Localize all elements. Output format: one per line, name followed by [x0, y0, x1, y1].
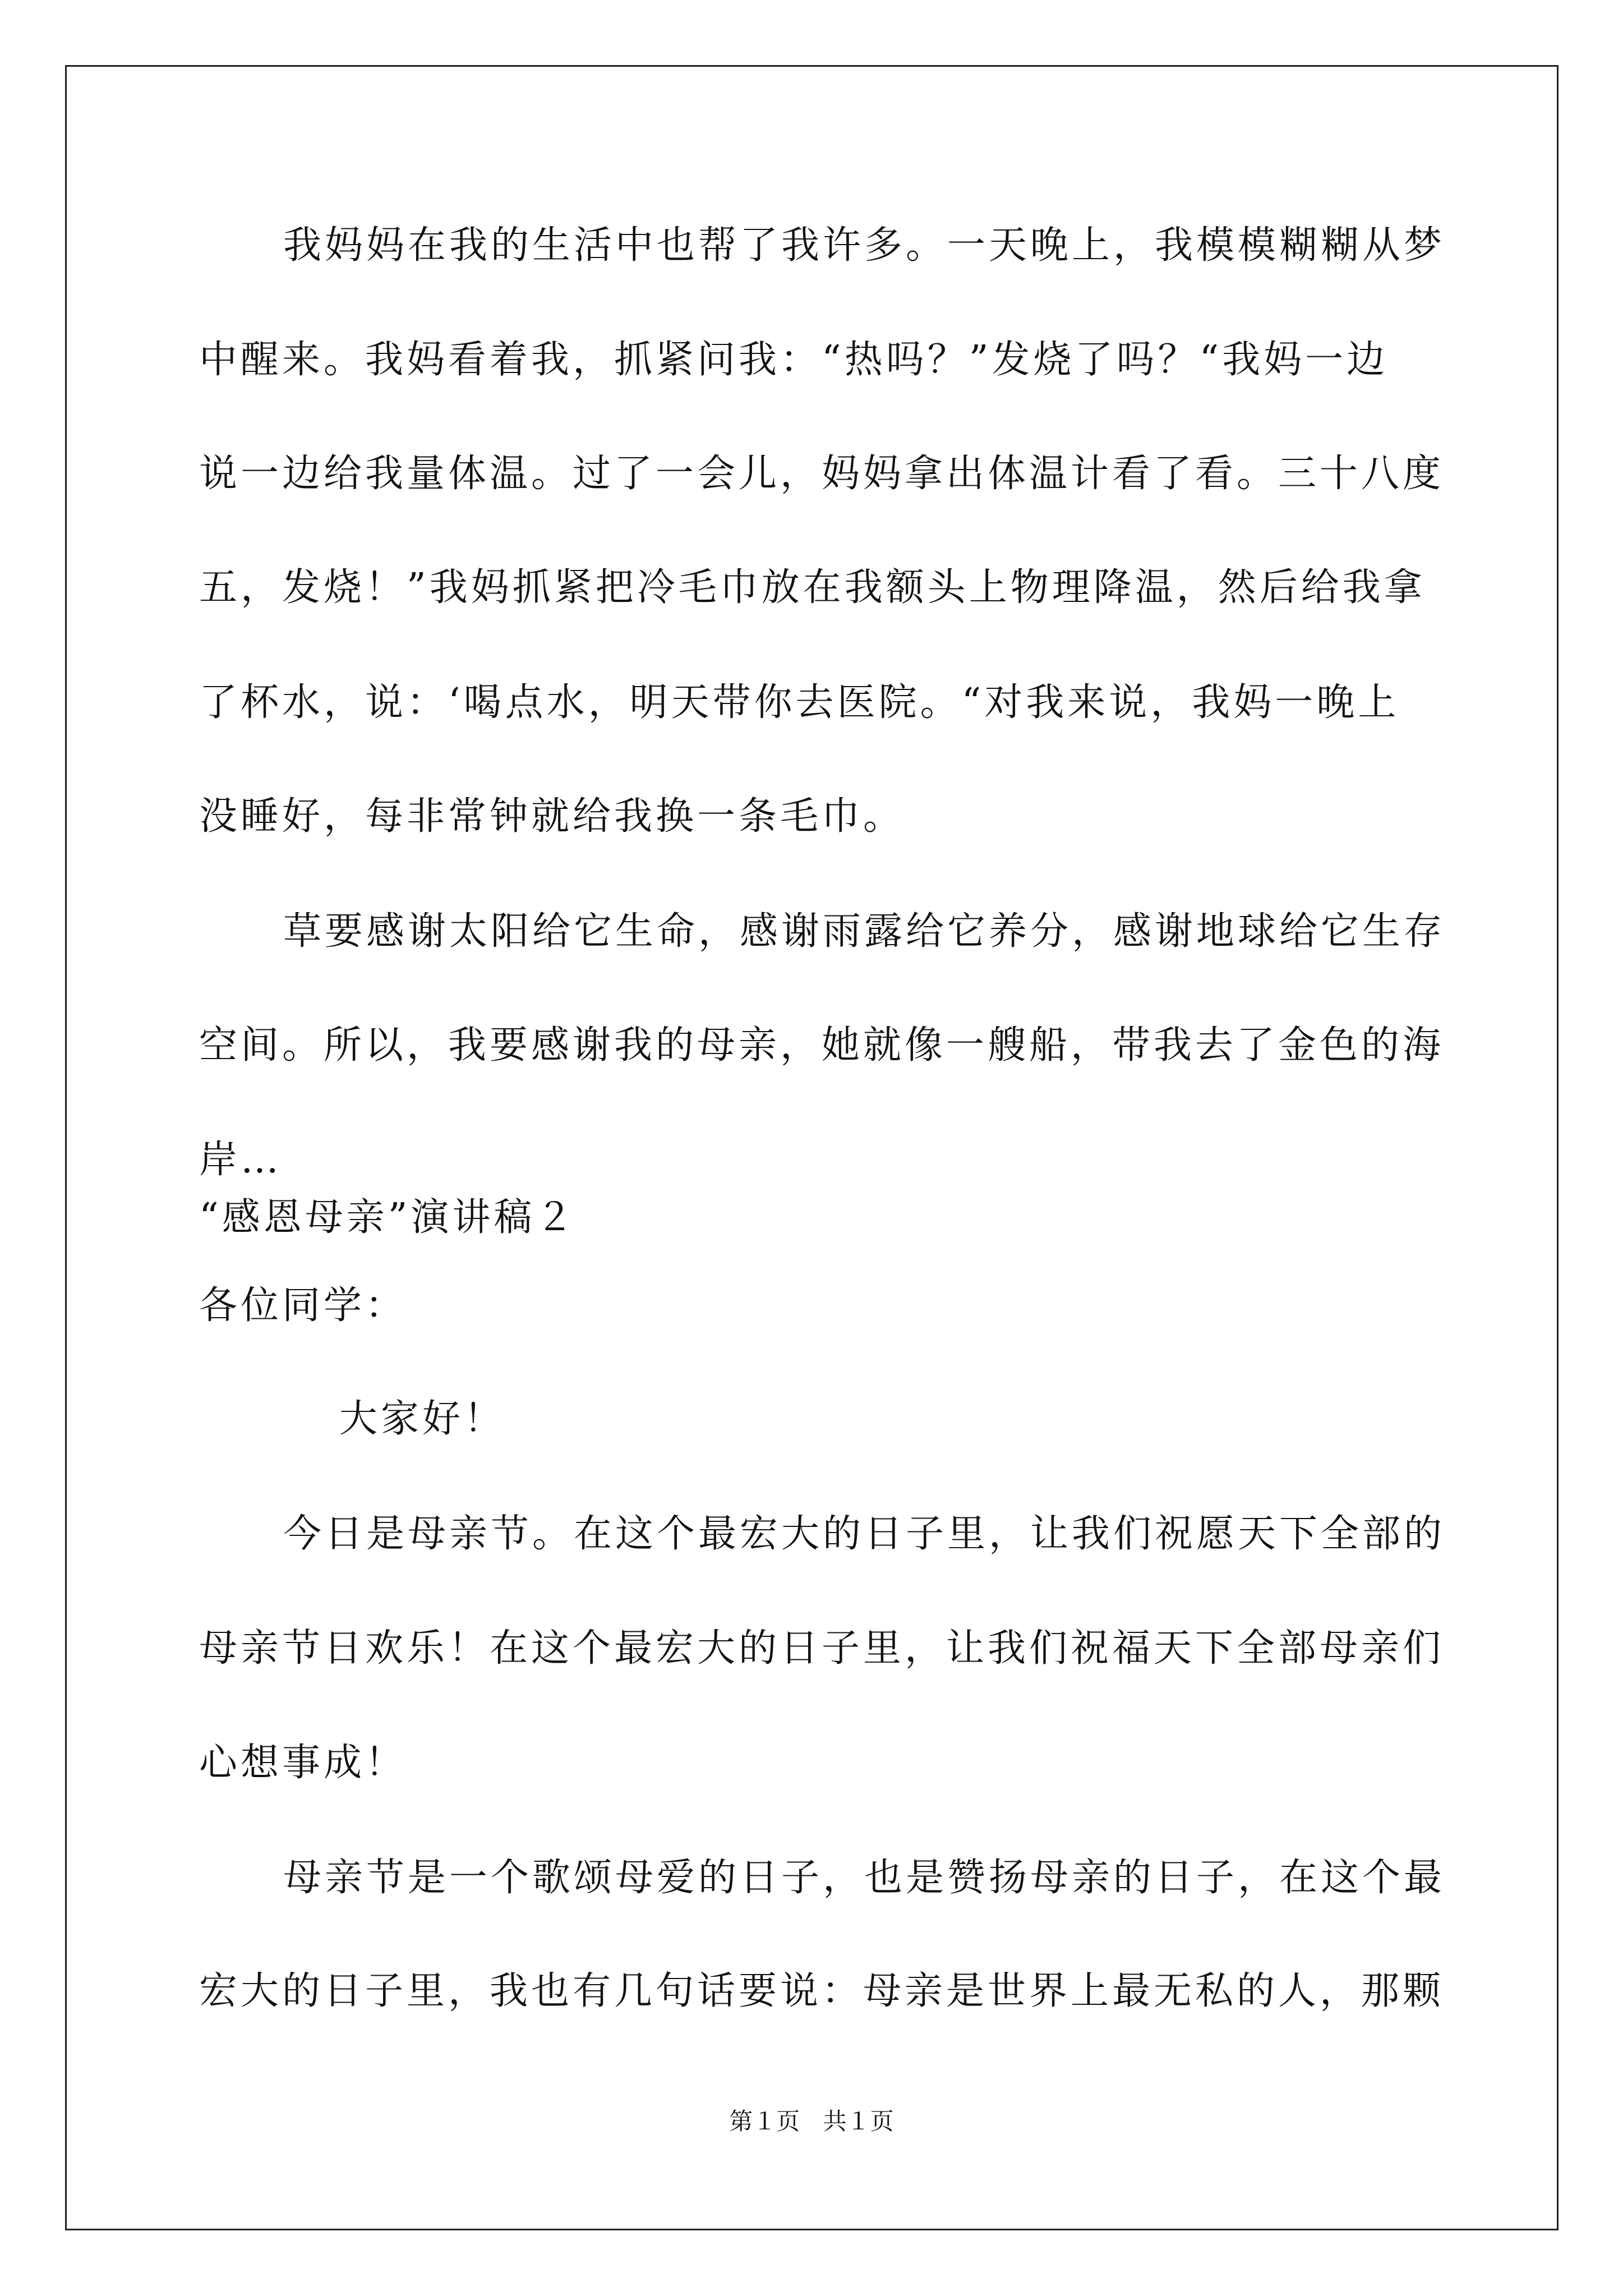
paragraph-line: 岸…	[199, 1138, 283, 1182]
paragraph-line: 我妈妈在我的生活中也帮了我许多。一天晚上，我模模糊糊从梦	[283, 223, 1446, 268]
paragraph-line: 今日是母亲节。在这个最宏大的日子里，让我们祝愿天下全部的	[283, 1512, 1446, 1556]
greeting: 大家好！	[339, 1397, 506, 1441]
page-border	[65, 65, 1559, 2230]
salutation: 各位同学：	[199, 1283, 407, 1328]
paragraph-line: 母亲节是一个歌颂母爱的日子，也是赞扬母亲的日子，在这个最	[283, 1856, 1446, 1900]
paragraph-line: 空间。所以，我要感谢我的母亲，她就像一艘船，带我去了金色的海	[199, 1023, 1445, 1068]
page-number: 第１页	[729, 2108, 800, 2135]
paragraph-line: 了杯水，说：‘喝点水，明天带你去医院。“对我来说，我妈一晚上	[199, 680, 1400, 725]
paragraph-line: 宏大的日子里，我也有几句话要说：母亲是世界上最无私的人，那颗	[199, 1969, 1445, 2013]
paragraph-line: 中醒来。我妈看着我，抓紧问我：“热吗？”发烧了吗？“我妈一边	[199, 338, 1389, 382]
paragraph-line: 心想事成！	[199, 1741, 407, 1785]
paragraph-line: 母亲节日欢乐！在这个最宏大的日子里，让我们祝福天下全部母亲们	[199, 1626, 1445, 1671]
paragraph-line: 说一边给我量体温。过了一会儿，妈妈拿出体温计看了看。三十八度	[199, 452, 1445, 496]
paragraph-line: 草要感谢太阳给它生命，感谢雨露给它养分，感谢地球给它生存	[283, 909, 1446, 954]
page-total: 共１页	[823, 2108, 894, 2135]
paragraph-line: 没睡好，每非常钟就给我换一条毛巾。	[199, 794, 905, 839]
page-footer	[0, 2105, 1623, 2138]
paragraph-line: 五，发烧！”我妈抓紧把冷毛巾放在我额头上物理降温，然后给我拿	[199, 565, 1426, 610]
section-title: “感恩母亲”演讲稿２	[199, 1195, 577, 1240]
